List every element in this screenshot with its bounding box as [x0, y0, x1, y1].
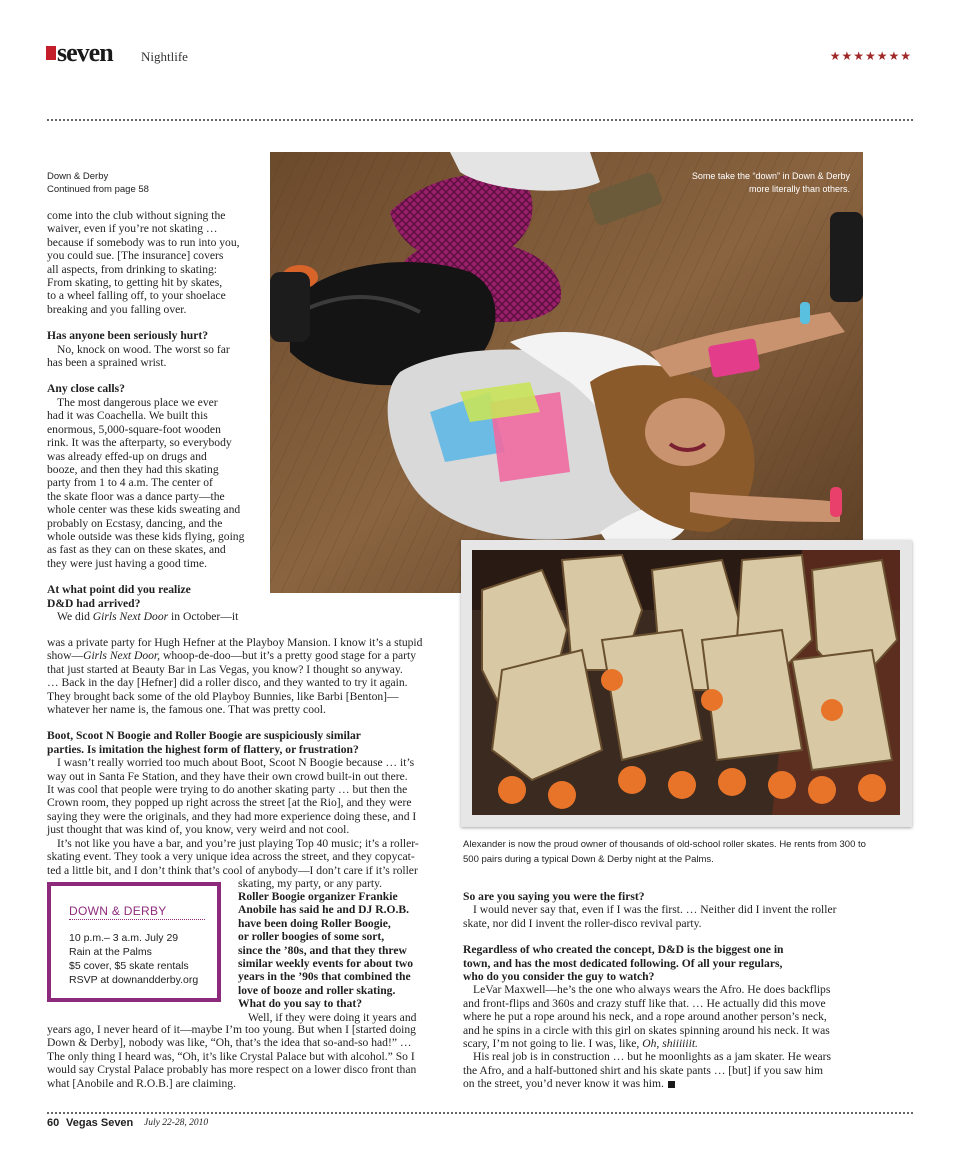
column-2-narrow — [238, 890, 448, 1024]
question: have been doing Roller Boogie, — [238, 916, 391, 930]
question: love of booze and roller skating. — [238, 983, 396, 997]
question: What do you say to that? — [238, 997, 363, 1011]
main-photo-caption — [692, 170, 850, 196]
text-line: would say Crystal Palace probably has more respect on a lower disco front than — [47, 1063, 417, 1077]
text-line: come into the club without signing the — [47, 209, 226, 222]
question: since the ’80s, and that they threw — [238, 943, 407, 957]
question: Anobile has said he and DJ R.O.B. — [238, 903, 410, 917]
show-title: Girls Next Door, — [83, 649, 161, 663]
text-line: skating event. They took a very unique idea across the street, and they copycat- — [47, 850, 415, 864]
text-line: whole outside was these kids flying, going — [47, 529, 245, 543]
text-line: Well, if they were doing it years and — [248, 1010, 417, 1024]
question: years in the ’90s that combined the — [238, 970, 411, 984]
text-line — [463, 1037, 883, 1050]
text-line: the skate floor was a dance party—the — [47, 489, 225, 503]
text-line: just thought that was kind of, you know, very weird and not cool. — [47, 823, 350, 837]
text-line: whole center was these kids sweating and — [47, 503, 241, 517]
text-line: whatever her name is, the famous one. That was pretty cool. — [47, 703, 326, 717]
continued-label — [47, 170, 149, 196]
caption-line: 500 pairs during a typical Down & Derby night at the Palms. — [463, 854, 714, 865]
text-line: probably on Ecstasy, dancing, and the — [47, 516, 223, 530]
text-line: rink. It was the afterparty, so everybody — [47, 436, 232, 450]
text-line: They brought back some of the old Playboy Bunnies, like Barbi [Benton]— — [47, 689, 399, 703]
text-line — [463, 1077, 883, 1090]
text-line: No, knock on wood. The worst so far — [57, 342, 230, 356]
text-run: We did — [57, 609, 93, 623]
magazine-logo: seven — [57, 38, 113, 67]
text-line: ted a little bit, and I don’t think that’s cool of anybody—I don’t care if it’s roller — [47, 863, 418, 877]
event-price: $5 cover, $5 skate rentals — [69, 960, 189, 972]
text-run: on the street, you’d never know it was him. — [463, 1077, 664, 1091]
text-line: saying they were the originals, and they had more experience doing these, and I — [47, 809, 417, 823]
text-line: skating, my party, or any party. — [238, 876, 383, 890]
event-time: 10 p.m.– 3 a.m. July 29 — [69, 932, 179, 944]
question: Any close calls? — [47, 382, 125, 396]
text-line: that just started at Beauty Bar in Las Vegas, you know? I thought so anyway. — [47, 662, 403, 676]
text-line: His real job is in construction … but he moonlights as a jam skater. He wears — [473, 1050, 832, 1064]
text-line: had it was Coachella. We built this — [47, 409, 208, 423]
text-line: has been a sprained wrist. — [47, 356, 167, 370]
question: similar weekly events for about two — [238, 957, 414, 971]
skates-photo-caption — [463, 837, 903, 867]
text-run-italic: Oh, shiiiiiit. — [642, 1037, 698, 1051]
text-line: the Afro, and a half-buttoned shirt and his skate pants … [but] if you saw him — [463, 1063, 823, 1077]
text-line: It’s not like you have a bar, and you’re just playing Top 40 music; it’s a roller- — [57, 836, 419, 850]
header-divider — [47, 119, 913, 121]
text-line: and he spins in a circle with this girl on skates spinning around his neck. It was — [463, 1023, 830, 1037]
text-line: … Back in the day [Hefner] did a roller disco, and they wanted to try it again. — [47, 676, 408, 690]
text-line: The only thing I heard was, “Oh, it’s like Crystal Palace but with alcohol.” So I — [47, 1049, 415, 1063]
logo-mark — [46, 46, 56, 60]
question: At what point did you realize — [47, 583, 191, 597]
text-run: scary, I’m not going to lie. I was, like, — [463, 1037, 643, 1051]
event-title: DOWN & DERBY — [69, 904, 167, 918]
text-line: and front-flips and 360s and crazy stuff like that. … He actually did this move — [463, 996, 826, 1010]
section-label: Nightlife — [141, 49, 188, 64]
text-line: I wasn’t really worried too much about Boot, Scoot N Boogie because … it’s — [57, 756, 415, 770]
column-3 — [463, 890, 883, 1091]
text-line: way out in Santa Fe Station, and they have their own crowd built-in out there. — [47, 769, 408, 783]
text-line: I would never say that, even if I was the first. … Neither did I invent the roller — [473, 903, 837, 917]
text-line: Down & Derby], nobody was like, “Oh, that’s the idea that so-and-so had!” … — [47, 1036, 412, 1050]
main-photo-woman-on-floor — [270, 152, 863, 593]
event-rsvp: RSVP at downandderby.org — [69, 974, 199, 986]
text-line: Crown room, they popped up right across the street [at the Rio], and they were — [47, 796, 412, 810]
question: parties. Is imitation the highest form of flattery, or frustration? — [47, 742, 359, 756]
footer-magazine-name: Vegas Seven — [66, 1117, 134, 1129]
caption-line: more literally than others. — [748, 184, 850, 194]
question: or roller boogies of some sort, — [238, 930, 385, 944]
text-line: because if somebody was to run into you, — [47, 235, 240, 249]
text-line: was a private party for Hugh Hefner at the Playboy Mansion. I know it’s a stupid — [47, 636, 423, 649]
text-run: in October—it — [168, 609, 239, 623]
footer-issue-date: July 22-28, 2010 — [144, 1118, 209, 1128]
text-line: as fast as they can on these skates, and — [47, 543, 226, 557]
text-line — [47, 610, 262, 623]
question: Roller Boogie organizer Frankie — [238, 890, 398, 903]
event-venue: Rain at the Palms — [69, 946, 152, 958]
column-1-wide — [47, 636, 447, 890]
text-line: to a wheel falling off, to your shoelace — [47, 289, 226, 303]
info-divider — [69, 919, 205, 920]
text-line: The most dangerous place we ever — [57, 395, 218, 409]
text-line: was already effed-up on drugs and — [47, 449, 207, 463]
question: town, and has the most dedicated following. Of all your regulars, — [463, 956, 783, 970]
text-line: From skating, to getting hit by skates, — [47, 276, 223, 290]
end-of-story-icon — [668, 1081, 675, 1088]
caption-line: Some take the “down” in Down & Derby — [691, 171, 850, 181]
column-2-wide — [47, 1023, 447, 1090]
text-line: booze, and then they had this skating — [47, 462, 219, 476]
question: who do you consider the guy to watch? — [463, 970, 655, 984]
event-info-box — [47, 882, 221, 1002]
text-line: party from 1 to 4 a.m. The center of — [47, 476, 213, 490]
question: Regardless of who created the concept, D&D is the biggest one in — [463, 943, 784, 957]
text-line: enormous, 5,000-square-foot wooden — [47, 422, 221, 436]
text-line: what [Anobile and R.O.B.] are claiming. — [47, 1076, 236, 1090]
text-line: years ago, I never heard of it—maybe I’m too young. But when I [started doing — [47, 1023, 416, 1036]
text-line: they were just having a good time. — [47, 556, 208, 570]
story-name: Down & Derby — [47, 171, 109, 182]
text-line: you could sue. [The insurance] covers — [47, 249, 224, 263]
text-line: LeVar Maxwell—he’s the one who always wears the Afro. He does backflips — [473, 983, 831, 997]
show-title: Girls Next Door — [92, 609, 169, 623]
text-run: whoop-de-doo—but it’s a pretty good stage for a party — [160, 649, 417, 663]
footer-divider — [47, 1112, 913, 1114]
question: Has anyone been seriously hurt? — [47, 329, 209, 343]
page-number: 60 — [47, 1117, 60, 1129]
question: D&D had arrived? — [47, 596, 141, 610]
column-1-narrow — [47, 209, 262, 623]
text-line — [47, 649, 447, 662]
text-line: It was cool that people were trying to do another skating party … but then the — [47, 783, 408, 797]
text-run: show— — [47, 649, 84, 663]
text-line: all aspects, from drinking to skating: — [47, 262, 218, 276]
text-line: where he put a rope around his neck, and a rope around another person’s neck, — [463, 1010, 827, 1024]
caption-line: Alexander is now the proud owner of thousands of old-school roller skates. He rents from 300 to — [463, 839, 866, 850]
text-line: skate, nor did I invent the roller-disco revival party. — [463, 916, 702, 930]
question: Boot, Scoot N Boogie and Roller Boogie are suspiciously similar — [47, 729, 361, 743]
continued-from: Continued from page 58 — [47, 184, 149, 195]
text-line: waiver, even if you’re not skating … — [47, 222, 218, 236]
question: So are you saying you were the first? — [463, 890, 645, 903]
text-line: breaking and you falling over. — [47, 302, 187, 316]
skates-photo — [472, 550, 900, 815]
rating-stars: ★★★★★★★ — [829, 49, 912, 63]
